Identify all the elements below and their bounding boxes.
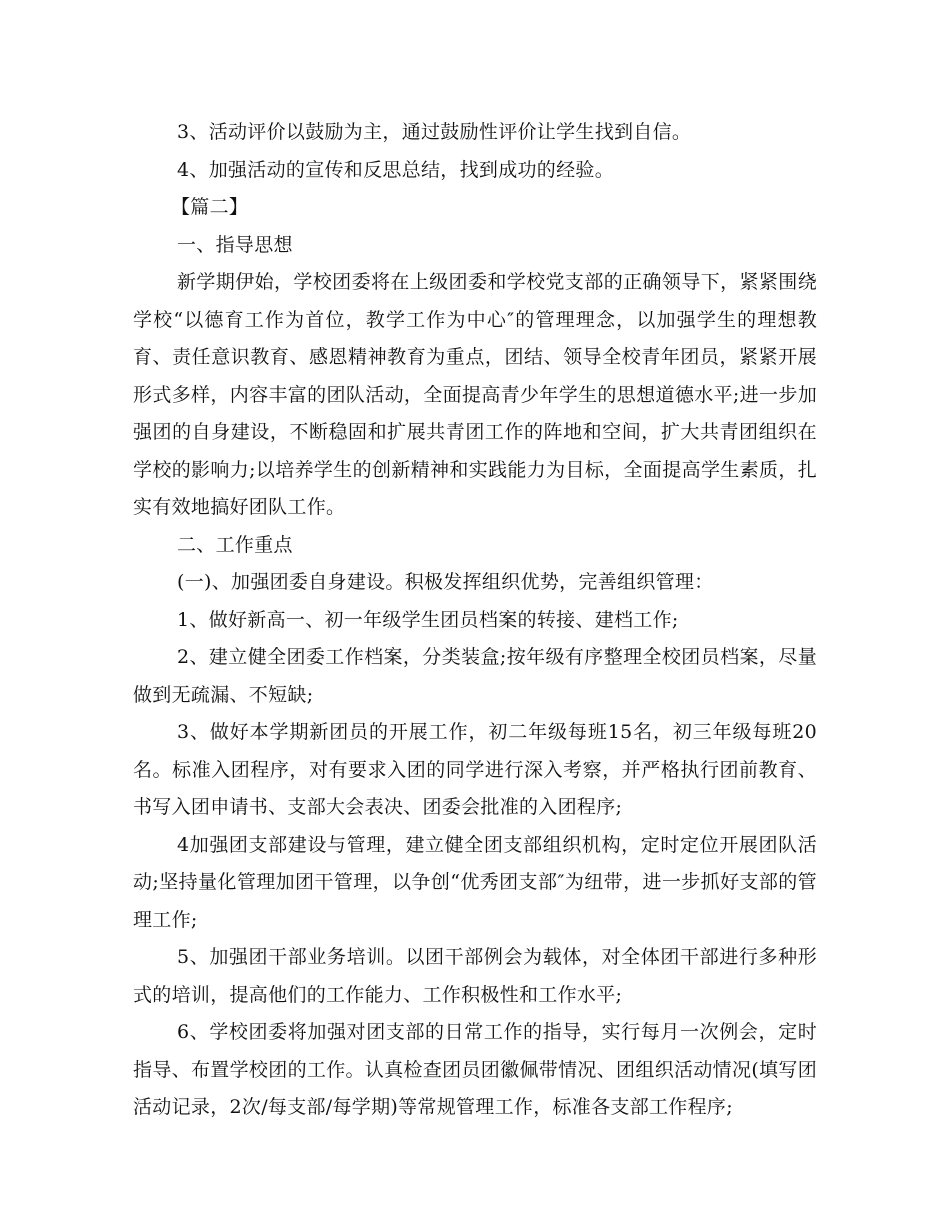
paragraph-guiding-ideology: 新学期伊始，学校团委将在上级团委和学校党支部的正确领导下，紧紧围绕学校“以德育工作为首位，教学工作为中心″的管理理念，以加强学生的理想教育、责任意识教育、感恩精神教育为重点，团结、领导全校青年团员，紧紧开展形式多样，内容丰富的团队活动，全面提高青少年学生的思想道德水平;进一步加强团的自身建设，不断稳固和扩展共青团工作的阵地和空间，扩大共青团组织在学校的影响力;以培养学生的创新精神和实践能力为目标，全面提高学生素质，扎实有效地搞好团队工作。 (133, 271, 817, 518)
list-item-4: 4加强团支部建设与管理，建立健全团支部组织机构，定时定位开展团队活动;坚持量化管理加团干管理，以争创“优秀团支部″为纽带，进一步抓好支部的管理工作; (133, 833, 817, 931)
subheading-self-building: (一)、加强团委自身建设。积极发挥组织优势，完善组织管理： (177, 571, 714, 593)
list-item-6: 6、学校团委将加强对团支部的日常工作的指导，实行每月一次例会，定时指导、布置学校团的工作。认真检查团员团徽佩带情况、团组织活动情况(填写团活动记录，2次/每支部/每学期)等常规管理工作，标准各支部工作程序; (133, 1021, 817, 1118)
list-item-1: 1、做好新高一、初一年级学生团员档案的转接、建档工作; (177, 608, 679, 631)
heading-work-focus: 二、工作重点 (177, 533, 293, 556)
list-item-2: 2、建立健全团委工作档案，分类装盒;按年级有序整理全校团员档案，尽量做到无疏漏、不短缺; (133, 646, 817, 706)
document-body (133, 114, 817, 1127)
paragraph-activity-publicity: 4、加强活动的宣传和反思总结，找到成功的经验。 (177, 158, 614, 181)
list-item-3: 3、做好本学期新团员的开展工作，初二年级每班15名，初三年级每班20名。标准入团程序，对有要求入团的同学进行深入考察，并严格执行团前教育、书写入团申请书、支部大会表决、团委会批准的入团程序; (133, 721, 817, 818)
list-item-5: 5、加强团干部业务培训。以团干部例会为载体，对全体团干部进行多种形式的培训，提高他们的工作能力、工作积极性和工作水平; (133, 946, 817, 1006)
paragraph-activity-evaluation: 3、活动评价以鼓励为主，通过鼓励性评价让学生找到自信。 (177, 121, 692, 143)
section-title-part-two: 【篇二】 (171, 196, 249, 218)
heading-guiding-ideology: 一、指导思想 (177, 233, 293, 256)
